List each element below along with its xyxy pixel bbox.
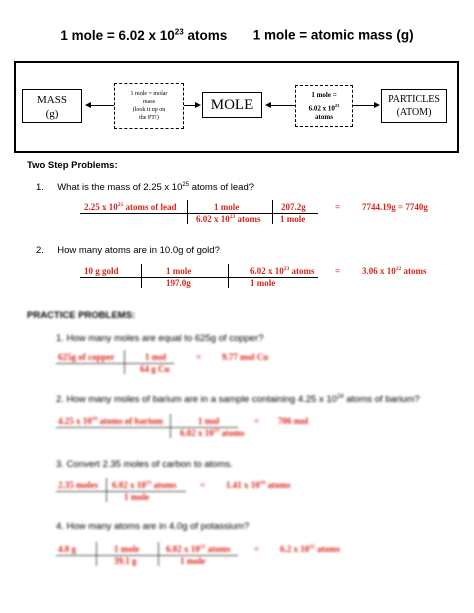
mole-avogadro-equation: 1 mole = 6.02 x $10^{23}$ atoms (60, 27, 228, 43)
arrow-right-icon (195, 102, 201, 108)
two-step-heading: Two Step Problems: (27, 160, 118, 171)
divider (187, 200, 188, 224)
practice-question-4: 4. How many atoms are in 4.0g of potassium? (56, 521, 250, 532)
p1-answer: 9.77 mol Cu (222, 352, 269, 362)
q1-factor2-top: 207.2g (281, 202, 306, 212)
arrow-line (90, 105, 114, 106)
p4-equals: = (254, 544, 260, 554)
divider (228, 264, 229, 288)
p3-given: 2.35 moles (58, 480, 98, 490)
divider (272, 200, 273, 224)
p2-answer: 706 mol (278, 416, 309, 426)
divider (158, 542, 159, 566)
avogadro-box: 1 mole = 6.02 x $10^{23}$ atoms (295, 85, 353, 127)
p3-bottom: 1 mole (124, 492, 150, 502)
p4-factor2-bottom: 1 mole (180, 556, 206, 566)
practice-heading: PRACTICE PROBLEMS: (27, 310, 136, 321)
q1-answer: 7744.19g = 7740g (362, 202, 428, 212)
q2-factor2-bottom: 1 mole (250, 278, 276, 288)
q1-calculation (0, 200, 474, 228)
page-title (0, 27, 474, 43)
q2-factor1-bottom: 197.0g (166, 278, 191, 288)
arrow-line (270, 105, 295, 106)
q1-given: 2.25 x $10^{25}$ atoms of lead (84, 202, 177, 212)
p2-given: 4.25 x $10^{24}$ atoms of barium (58, 416, 163, 426)
p2-top: 1 mol (198, 416, 220, 426)
q2-factor1-top: 1 mole (166, 266, 192, 276)
p3-calculation (0, 478, 474, 506)
p1-top: 1 mol (145, 352, 167, 362)
question-1: 1. What is the mass of 2.25 x $10^{25}$ atoms of lead? (36, 182, 255, 194)
p3-answer: 1.41 x $10^{24}$ atoms (226, 480, 291, 490)
q2-factor2-top: 6.02 x $10^{23}$ atoms (250, 266, 315, 276)
p1-equals: = (196, 352, 202, 362)
divider (96, 542, 97, 566)
arrow-line (353, 105, 375, 106)
mole-box: MOLE (202, 92, 262, 118)
p1-given: 625g of copper (58, 352, 115, 362)
question-2: 2. How many atoms are in 10.0g of gold? (36, 245, 220, 256)
q1-factor1-top: 1 mole (214, 202, 240, 212)
fraction-line (56, 555, 238, 556)
q2-answer: 3.06 x $10^{22}$ atoms (362, 266, 427, 276)
q1-factor1-bottom: 6.02 x $10^{23}$ atoms (196, 214, 261, 224)
mole-mass-equation: 1 mole = atomic mass (g) (252, 27, 414, 43)
particles-box: PARTICLES (ATOM) (381, 89, 447, 123)
q1-equals: = (335, 202, 341, 212)
p3-equals: = (200, 480, 206, 490)
p4-factor1-bottom: 39.1 g (114, 556, 137, 566)
divider (141, 264, 142, 288)
p4-factor1-top: 1 mole (114, 544, 140, 554)
p4-factor2-top: 6.02 x $10^{23}$ atoms (166, 544, 231, 554)
conversion-diagram (14, 61, 459, 153)
p4-answer: 6.2 x $10^{22}$ atoms (280, 544, 340, 554)
mass-box: MASS (g) (22, 89, 82, 123)
q2-equals: = (335, 266, 341, 276)
practice-question-1: 1. How many moles are equal to 625g of copper? (56, 333, 264, 344)
divider (124, 350, 125, 374)
molar-mass-box: 1 mole = molar mass (look it up on the PT!) (114, 83, 184, 129)
arrow-right-icon (374, 102, 380, 108)
q2-given: 10 g gold (84, 266, 119, 276)
divider (170, 414, 171, 438)
p1-calculation (0, 350, 474, 378)
fraction-line (56, 491, 186, 492)
practice-question-2: 2. How many moles of barium are in a sample containing 4.25 x $10^{24}$ atoms of barium? (56, 394, 420, 406)
p3-top: 6.02 x $10^{23}$ atoms (112, 480, 177, 490)
practice-question-3: 3. Convert 2.35 moles of carbon to atoms. (56, 459, 233, 470)
divider (106, 478, 107, 502)
q2-calculation (0, 264, 474, 292)
p2-bottom: 6.02 x $10^{23}$ atoms (180, 428, 245, 438)
fraction-line (80, 277, 318, 278)
p4-calculation (0, 542, 474, 570)
p2-equals: = (254, 416, 260, 426)
p2-calculation (0, 414, 474, 442)
q1-factor2-bottom: 1 mole (280, 214, 306, 224)
p1-bottom: 64 g Cu (140, 364, 170, 374)
p4-given: 4.0 g (58, 544, 76, 554)
